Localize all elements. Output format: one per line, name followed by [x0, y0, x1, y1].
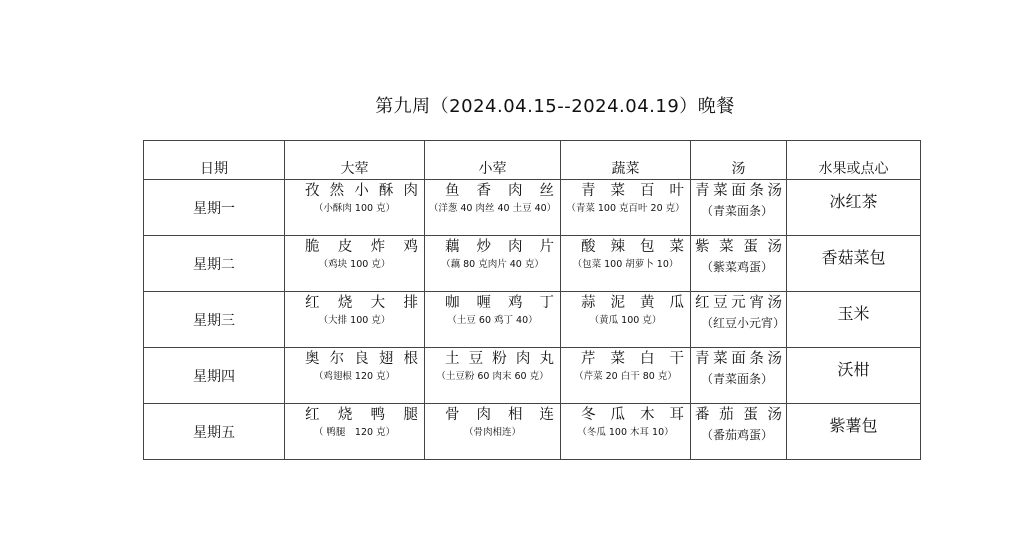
dish-name: 芹菜白干: [581, 351, 684, 367]
header-date: 日期: [144, 141, 285, 180]
table-row: [144, 236, 921, 292]
dish-detail: （青菜 100 克百叶 20 克）: [566, 203, 685, 214]
soup-cell: [691, 404, 787, 460]
dish-detail: （鸡翅根 120 克）: [313, 371, 396, 382]
dish-name: 红烧鸭腿: [305, 407, 418, 423]
big-meat-cell: [285, 292, 425, 348]
soup-cell: [691, 348, 787, 404]
soup-name: 紫菜蛋汤: [695, 239, 782, 255]
table-row: [144, 292, 921, 348]
soup-cell: [691, 236, 787, 292]
dish-name: 脆皮炸鸡: [305, 239, 418, 255]
page-title: 第九周（2024.04.15--2024.04.19）晚餐: [375, 96, 735, 117]
fruit-name: 玉米: [837, 304, 870, 323]
small-meat-cell: [425, 292, 561, 348]
vegetable-cell: [561, 348, 691, 404]
dish-detail: （芹菜 20 白干 80 克）: [574, 371, 677, 382]
dish-detail: （土豆粉 60 肉末 60 克）: [436, 371, 549, 382]
soup-name: 青菜面条汤: [695, 351, 782, 367]
dish-detail: （鸡块 100 克）: [318, 259, 391, 270]
dish-name: 酸辣包菜: [581, 239, 684, 255]
big-meat-cell: [285, 404, 425, 460]
fruit-cell: [787, 180, 921, 236]
big-meat-cell: [285, 180, 425, 236]
date-cell: 星期五: [144, 404, 285, 460]
header-soup: 汤: [691, 141, 787, 180]
dish-name: 藕炒肉片: [445, 239, 554, 255]
header-vegetable: 蔬菜: [561, 141, 691, 180]
soup-detail: （红豆小元宵）: [701, 316, 786, 330]
fruit-cell: [787, 292, 921, 348]
date-cell: 星期一: [144, 180, 285, 236]
dish-detail: （ 鸭腿 120 克）: [313, 427, 396, 438]
dish-detail: （小酥肉 100 克）: [313, 203, 396, 214]
dish-name: 鱼香肉丝: [445, 183, 554, 199]
vegetable-cell: [561, 236, 691, 292]
soup-name: 青菜面条汤: [695, 183, 782, 199]
fruit-cell: [787, 348, 921, 404]
soup-detail: （紫菜鸡蛋）: [701, 260, 774, 274]
fruit-name: 沃柑: [837, 360, 870, 379]
table-row: [144, 180, 921, 236]
small-meat-cell: [425, 404, 561, 460]
dish-name: 冬瓜木耳: [581, 407, 684, 423]
dish-name: 咖喱鸡丁: [445, 295, 554, 311]
small-meat-cell: [425, 348, 561, 404]
small-meat-cell: [425, 180, 561, 236]
date-cell: 星期四: [144, 348, 285, 404]
dish-name: 蒜泥黄瓜: [581, 295, 684, 311]
fruit-name: 香菇菜包: [821, 248, 886, 267]
header-fruit-snack: 水果或点心: [787, 141, 921, 180]
dish-name: 青菜百叶: [581, 183, 684, 199]
soup-detail: （番茄鸡蛋）: [701, 428, 774, 442]
date-cell: 星期三: [144, 292, 285, 348]
dish-detail: （冬瓜 100 木耳 10）: [577, 427, 674, 438]
vegetable-cell: [561, 404, 691, 460]
dish-name: 红烧大排: [305, 295, 418, 311]
soup-cell: [691, 292, 787, 348]
dish-detail: （洋葱 40 肉丝 40 土豆 40）: [428, 203, 557, 214]
big-meat-cell: [285, 348, 425, 404]
fruit-name: 冰红茶: [829, 192, 878, 211]
table-row: [144, 404, 921, 460]
dish-name: 骨肉相连: [445, 407, 554, 423]
dish-detail: （藕 80 克肉片 40 克）: [441, 259, 544, 270]
fruit-cell: [787, 404, 921, 460]
soup-detail: （青菜面条）: [701, 204, 774, 218]
date-cell: 星期二: [144, 236, 285, 292]
fruit-name: 紫薯包: [829, 416, 878, 435]
vegetable-cell: [561, 180, 691, 236]
dish-name: 土豆粉肉丸: [445, 351, 554, 367]
header-big-meat: 大荤: [285, 141, 425, 180]
dish-detail: （黄瓜 100 克）: [589, 315, 662, 326]
soup-name: 红豆元宵汤: [695, 295, 782, 311]
table-row: [144, 348, 921, 404]
fruit-cell: [787, 236, 921, 292]
dish-detail: （土豆 60 鸡丁 40）: [447, 315, 538, 326]
small-meat-cell: [425, 236, 561, 292]
dish-name: 奥尔良翅根: [305, 351, 418, 367]
menu-table: [143, 140, 921, 460]
dish-detail: （大排 100 克）: [318, 315, 391, 326]
dish-detail: （骨肉相连）: [463, 427, 521, 438]
header-small-meat: 小荤: [425, 141, 561, 180]
soup-cell: [691, 180, 787, 236]
header-row: [144, 141, 921, 180]
vegetable-cell: [561, 292, 691, 348]
soup-detail: （青菜面条）: [701, 372, 774, 386]
dish-detail: （包菜 100 胡萝卜 10）: [572, 259, 679, 270]
soup-name: 番茄蛋汤: [695, 407, 782, 423]
big-meat-cell: [285, 236, 425, 292]
dish-name: 孜然小酥肉: [305, 183, 418, 199]
